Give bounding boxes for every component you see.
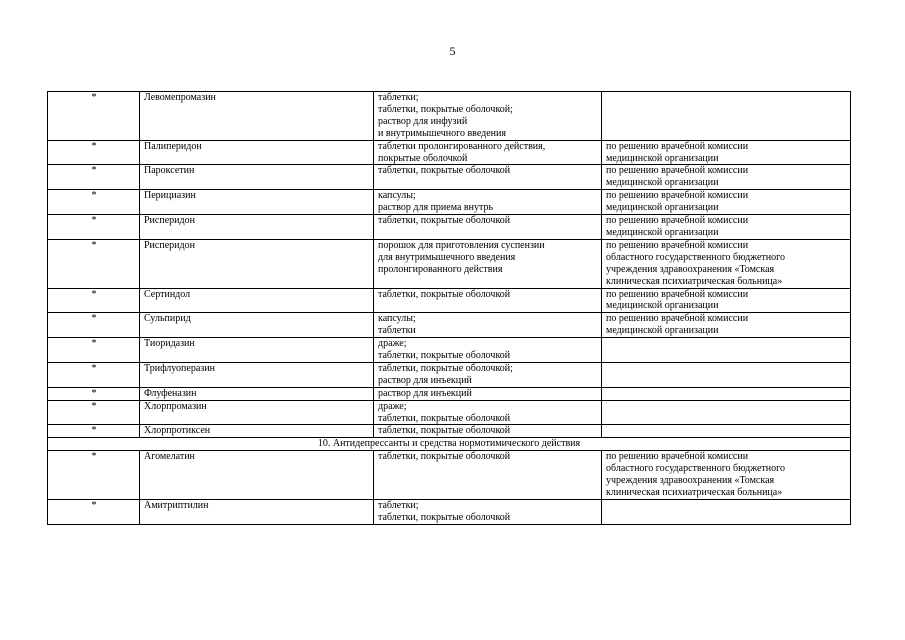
- drug-name: Трифлуоперазин: [140, 362, 374, 387]
- dosage-form-line: покрытые оболочкой: [378, 152, 468, 164]
- note-line: медицинской организации: [606, 152, 719, 164]
- table-row: [48, 313, 851, 338]
- dosage-form-line: таблетки, покрытые оболочкой: [378, 288, 511, 300]
- note-cell: [602, 362, 851, 387]
- drug-name: Хлорпротиксен: [140, 425, 374, 438]
- drug-table: [47, 91, 851, 525]
- row-mark: *: [48, 165, 140, 190]
- row-mark: *: [48, 288, 140, 313]
- row-mark: *: [48, 338, 140, 363]
- row-mark: *: [48, 451, 140, 500]
- dosage-form-line: пролонгированного действия: [378, 263, 503, 275]
- table-row: [48, 499, 851, 524]
- dosage-form-line: драже;: [378, 400, 407, 412]
- dosage-forms-cell: [374, 451, 602, 500]
- dosage-form-line: раствор для инфузий: [378, 115, 468, 127]
- row-mark: *: [48, 239, 140, 288]
- note-line: по решению врачебной комиссии: [606, 190, 749, 202]
- drug-name: Хлорпромазин: [140, 400, 374, 425]
- note-line: областного государственного бюджетного: [606, 463, 785, 475]
- note-cell: [602, 313, 851, 338]
- row-mark: *: [48, 313, 140, 338]
- note-line: учреждения здравоохранения «Томская: [606, 263, 775, 275]
- dosage-forms-cell: [374, 165, 602, 190]
- dosage-form-line: таблетки, покрытые оболочкой: [378, 165, 511, 177]
- drug-name: Флуфеназин: [140, 387, 374, 400]
- note-line: по решению врачебной комиссии: [606, 140, 749, 152]
- note-cell: [602, 190, 851, 215]
- note-line: медицинской организации: [606, 226, 719, 238]
- note-line: клиническая психиатрическая больница»: [606, 275, 783, 287]
- note-cell: [602, 92, 851, 141]
- page-number: 5: [449, 44, 456, 58]
- table-row: [48, 288, 851, 313]
- drug-name: Левомепромазин: [140, 92, 374, 141]
- drug-name: Тиоридазин: [140, 338, 374, 363]
- dosage-forms-cell: [374, 362, 602, 387]
- drug-name: Рисперидон: [140, 239, 374, 288]
- note-cell: [602, 387, 851, 400]
- dosage-forms-cell: [374, 239, 602, 288]
- dosage-form-line: таблетки, покрытые оболочкой: [378, 451, 511, 463]
- note-line: областного государственного бюджетного: [606, 251, 785, 263]
- dosage-form-line: и внутримышечного введения: [378, 127, 506, 139]
- note-line: по решению врачебной комиссии: [606, 451, 749, 463]
- table-row: [48, 165, 851, 190]
- dosage-form-line: капсулы;: [378, 190, 416, 202]
- row-mark: *: [48, 140, 140, 165]
- note-line: учреждения здравоохранения «Томская: [606, 475, 775, 487]
- dosage-forms-cell: [374, 190, 602, 215]
- dosage-form-line: таблетки пролонгированного действия,: [378, 140, 546, 152]
- note-line: по решению врачебной комиссии: [606, 313, 749, 325]
- note-line: медицинской организации: [606, 325, 719, 337]
- dosage-form-line: таблетки, покрытые оболочкой: [378, 412, 511, 424]
- dosage-form-line: таблетки, покрытые оболочкой;: [378, 103, 513, 115]
- dosage-form-line: раствор для приема внутрь: [378, 202, 494, 214]
- note-cell: [602, 140, 851, 165]
- note-line: медицинской организации: [606, 202, 719, 214]
- dosage-form-line: таблетки;: [378, 499, 419, 511]
- table-row: [48, 239, 851, 288]
- note-cell: [602, 288, 851, 313]
- table-row: [48, 215, 851, 240]
- table-row: [48, 387, 851, 400]
- section-title: 10. Антидепрессанты и средства нормотимического действия: [48, 438, 851, 451]
- dosage-forms-cell: [374, 338, 602, 363]
- drug-name: Агомелатин: [140, 451, 374, 500]
- table-row: [48, 92, 851, 141]
- table-row: [48, 338, 851, 363]
- note-cell: [602, 400, 851, 425]
- table-row: [48, 400, 851, 425]
- drug-name: Перициазин: [140, 190, 374, 215]
- dosage-forms-cell: [374, 92, 602, 141]
- dosage-form-line: таблетки, покрытые оболочкой: [378, 350, 511, 362]
- dosage-form-line: таблетки, покрытые оболочкой: [378, 215, 511, 227]
- note-cell: [602, 451, 851, 500]
- drug-name: Сульпирид: [140, 313, 374, 338]
- dosage-forms-cell: [374, 140, 602, 165]
- dosage-form-line: для внутримышечного введения: [378, 251, 516, 263]
- note-cell: [602, 425, 851, 438]
- dosage-form-line: капсулы;: [378, 313, 416, 325]
- note-cell: [602, 499, 851, 524]
- row-mark: *: [48, 425, 140, 438]
- drug-name: Пароксетин: [140, 165, 374, 190]
- drug-table-body: [48, 92, 851, 525]
- note-cell: [602, 338, 851, 363]
- dosage-form-line: драже;: [378, 338, 407, 350]
- dosage-forms-cell: [374, 288, 602, 313]
- section-header-row: [48, 438, 851, 451]
- note-line: по решению врачебной комиссии: [606, 288, 749, 300]
- dosage-forms-cell: [374, 400, 602, 425]
- row-mark: *: [48, 387, 140, 400]
- dosage-forms-cell: [374, 215, 602, 240]
- row-mark: *: [48, 362, 140, 387]
- dosage-form-line: таблетки, покрытые оболочкой;: [378, 362, 513, 374]
- note-cell: [602, 215, 851, 240]
- table-row: [48, 362, 851, 387]
- dosage-form-line: таблетки: [378, 325, 416, 337]
- note-line: по решению врачебной комиссии: [606, 239, 749, 251]
- dosage-form-line: порошок для приготовления суспензии: [378, 239, 545, 251]
- note-line: по решению врачебной комиссии: [606, 165, 749, 177]
- dosage-forms-cell: [374, 425, 602, 438]
- dosage-form-line: таблетки, покрытые оболочкой: [378, 511, 511, 523]
- dosage-form-line: таблетки, покрытые оболочкой: [378, 425, 511, 437]
- row-mark: *: [48, 499, 140, 524]
- note-line: клиническая психиатрическая больница»: [606, 487, 783, 498]
- dosage-form-line: раствор для инъекций: [378, 387, 472, 399]
- dosage-forms-cell: [374, 313, 602, 338]
- dosage-forms-cell: [374, 499, 602, 524]
- note-cell: [602, 165, 851, 190]
- table-row: [48, 425, 851, 438]
- drug-name: Сертиндол: [140, 288, 374, 313]
- note-line: по решению врачебной комиссии: [606, 215, 749, 227]
- table-row: [48, 140, 851, 165]
- row-mark: *: [48, 190, 140, 215]
- dosage-form-line: раствор для инъекций: [378, 374, 472, 386]
- drug-name: Рисперидон: [140, 215, 374, 240]
- note-cell: [602, 239, 851, 288]
- table-row: [48, 451, 851, 500]
- dosage-form-line: таблетки;: [378, 92, 419, 103]
- drug-name: Амитриптилин: [140, 499, 374, 524]
- drug-name: Палиперидон: [140, 140, 374, 165]
- row-mark: *: [48, 215, 140, 240]
- dosage-forms-cell: [374, 387, 602, 400]
- note-line: медицинской организации: [606, 300, 719, 312]
- table-row: [48, 190, 851, 215]
- row-mark: *: [48, 400, 140, 425]
- note-line: медицинской организации: [606, 177, 719, 189]
- row-mark: *: [48, 92, 140, 141]
